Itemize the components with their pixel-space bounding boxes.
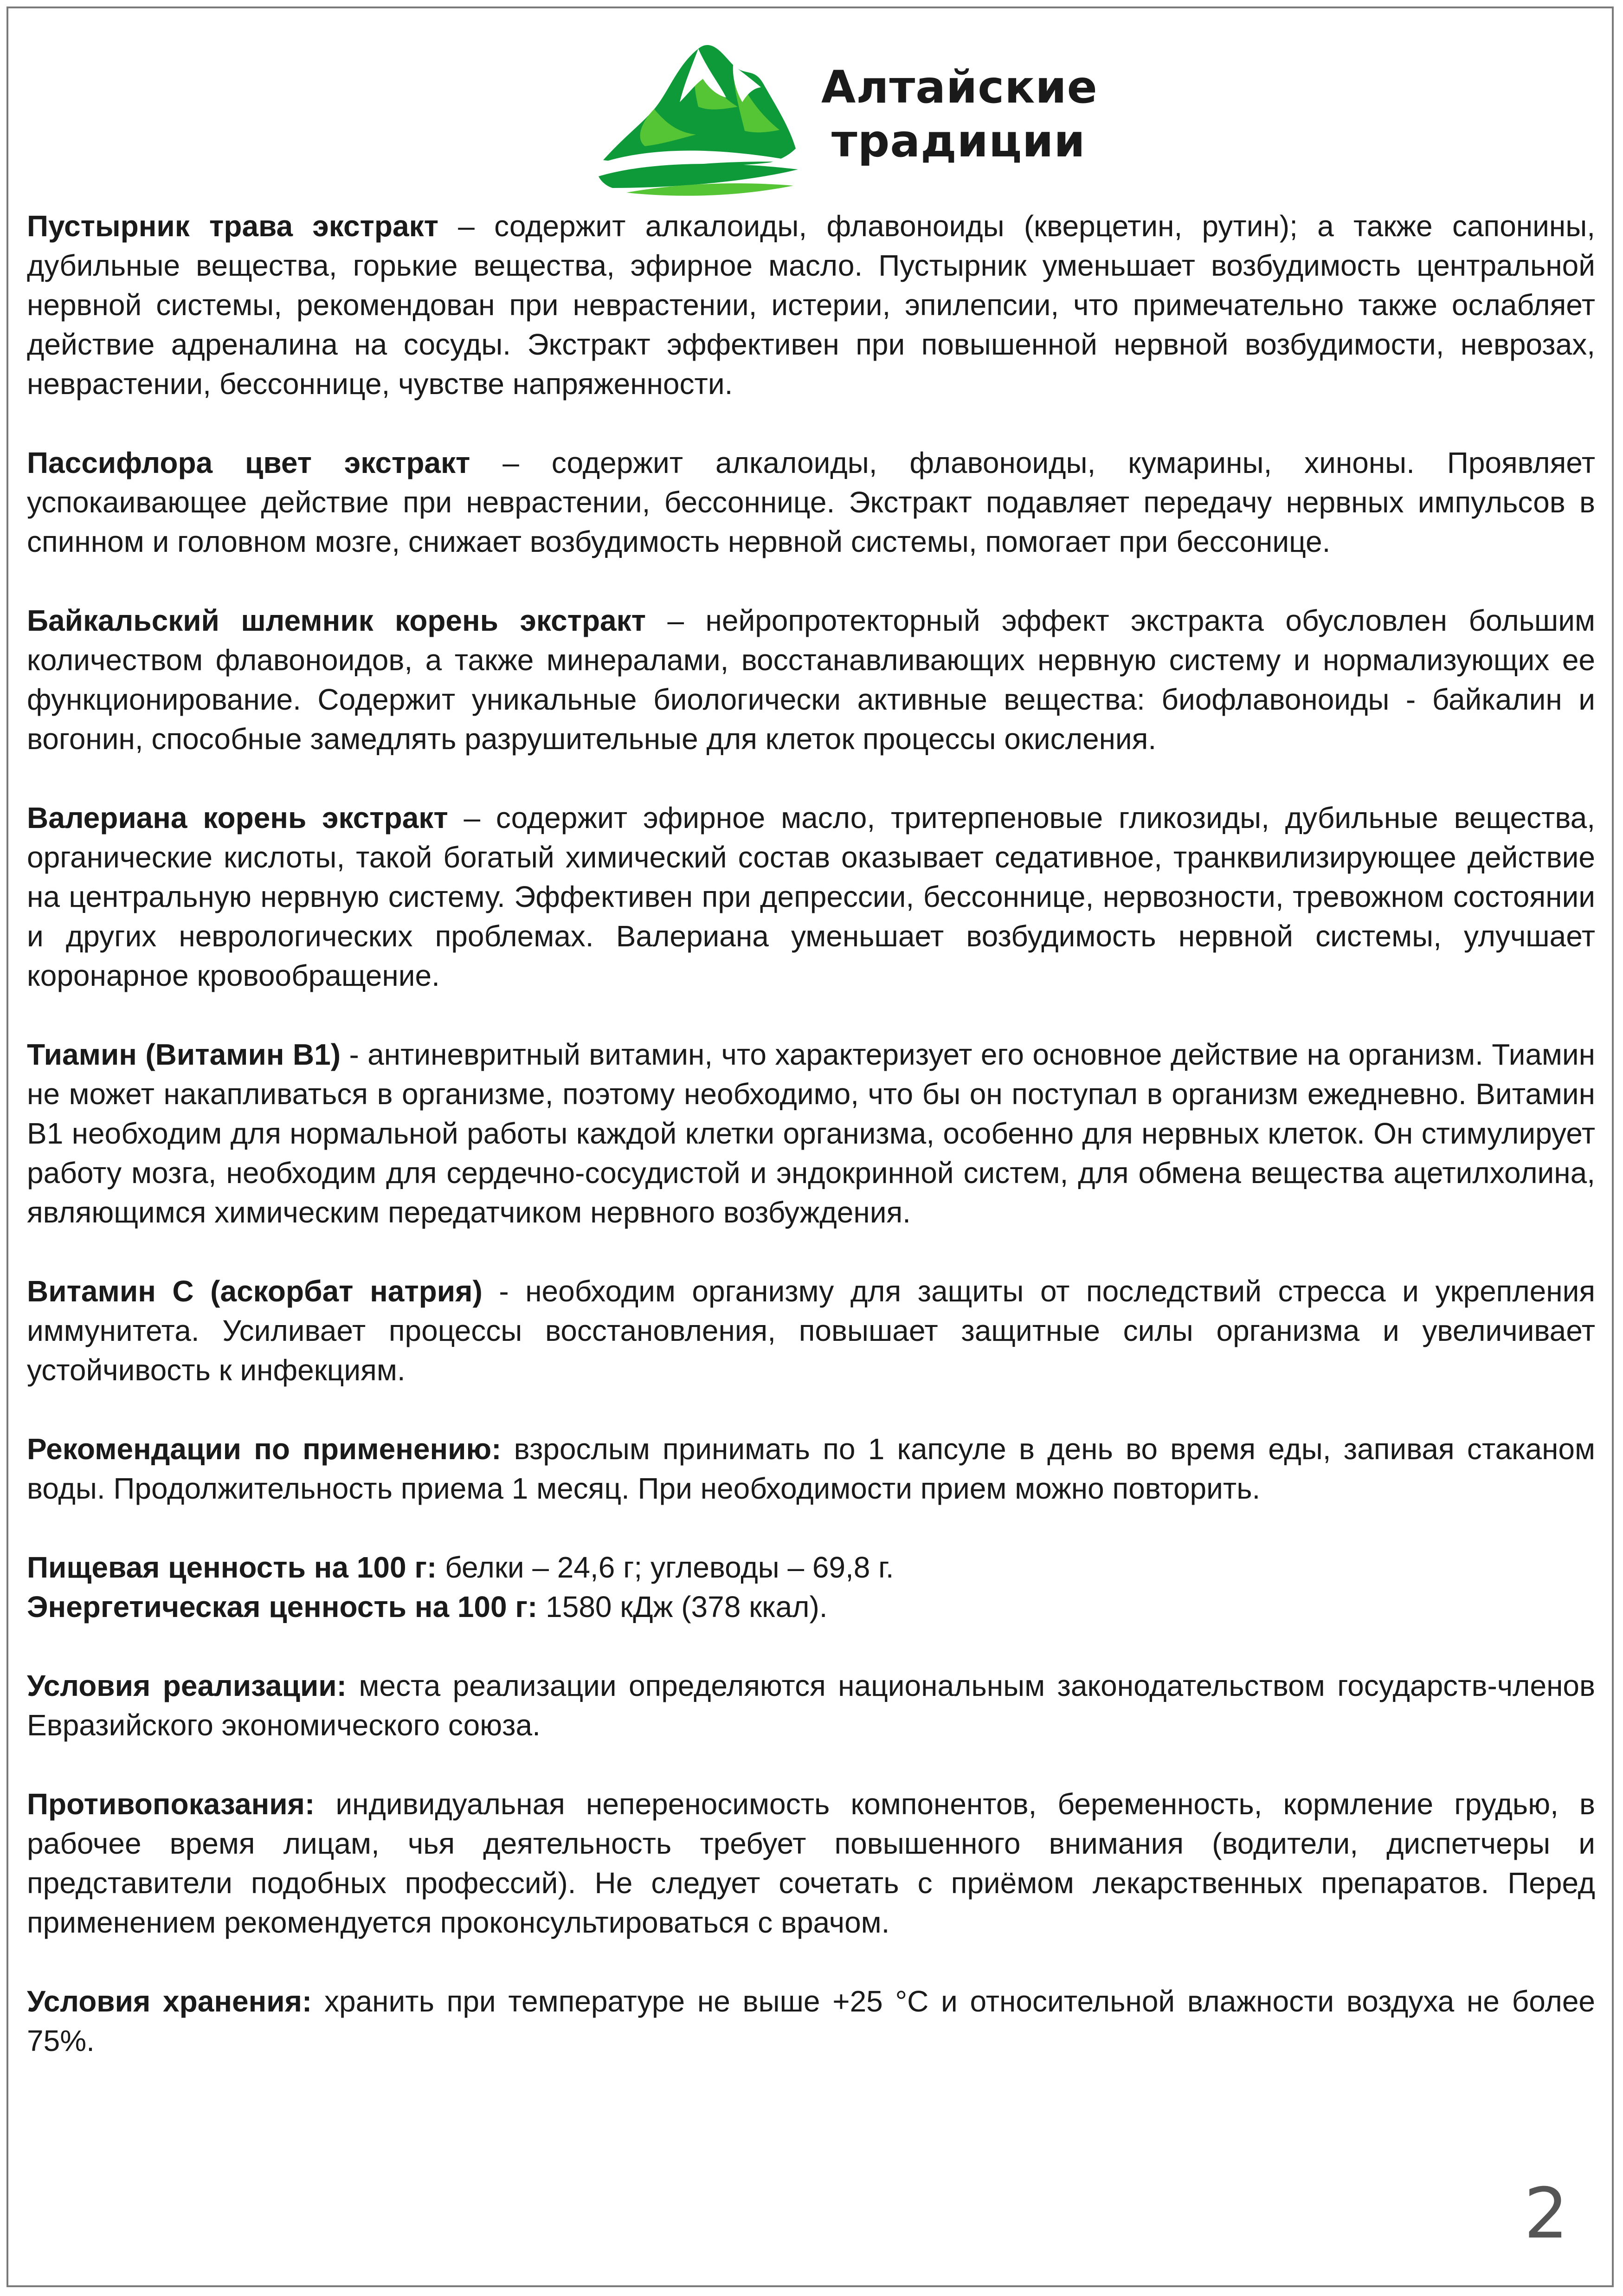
paragraph-heading: Энергетическая ценность на 100 г: — [27, 1590, 538, 1623]
paragraph-text: – содержит алкалоиды, флавоноиды (кверцетин, рутин); а также сапонины, дубильные вещества, горькие вещества, эфирное масло. Пустырник уменьшает возбудимость центральной нервной системы, рекомендован при неврастении, истерии, эпилепсии, что примечательно также ослабляет действие адреналина на сосуды. Экстракт эффективен при повышенной нервной возбудимости, неврозах, неврастении, бессоннице, чувстве напряженности. — [27, 209, 1596, 401]
mountain-logo-icon — [585, 28, 807, 200]
paragraph-thiamine — [27, 1035, 1595, 1232]
paragraph-heading: Пустырник трава экстракт — [27, 209, 438, 243]
paragraph-text: хранить при температуре не выше +25 °С и относительной влажности воздуха не более 75%. — [27, 1985, 1596, 2057]
paragraph-text: 1580 кДж (378 ккал). — [537, 1590, 828, 1623]
brand-name-line2: традиции — [831, 115, 1086, 167]
paragraph-usage — [27, 1429, 1595, 1508]
paragraph-energy — [27, 1587, 1595, 1627]
paragraph-text: места реализации определяются национальным законодательством государств-членов Евразийского экономического союза. — [27, 1669, 1596, 1742]
paragraph-heading: Пищевая ценность на 100 г: — [27, 1551, 437, 1584]
paragraph-motherwort — [27, 207, 1595, 404]
paragraph-heading: Условия хранения: — [27, 1985, 312, 2018]
paragraph-passiflora — [27, 443, 1595, 562]
paragraph-heading: Валериана корень экстракт — [27, 801, 448, 834]
paragraph-text: взрослым принимать по 1 капсуле в день во время еды, запивая стаканом воды. Продолжительность приема 1 месяц. При необходимости прием можно повторить. — [27, 1432, 1596, 1505]
paragraph-heading: Байкальский шлемник корень экстракт — [27, 604, 646, 637]
paragraph-text: – содержит алкалоиды, флавоноиды, кумарины, хиноны. Проявляет успокаивающее действие при неврастении, бессоннице. Экстракт подавляет передачу нервных импульсов в спинном и головном мозге, снижает возбудимость нервной системы, помогает при бессонице. — [27, 446, 1596, 558]
paragraph-heading: Рекомендации по применению: — [27, 1432, 502, 1466]
paragraph-text: - необходим организму для защиты от последствий стресса и укрепления иммунитета. Усиливает процессы восстановления, повышает защитные силы организма и увеличивает устойчивость к инфекциям. — [27, 1274, 1596, 1387]
paragraph-skullcap — [27, 601, 1595, 759]
paragraph-text: белки – 24,6 г; углеводы – 69,8 г. — [437, 1551, 894, 1584]
brand-name-line1: Алтайские — [821, 61, 1098, 113]
paragraph-heading: Тиамин (Витамин В1) — [27, 1038, 341, 1071]
paragraph-heading: Противопоказания: — [27, 1787, 315, 1821]
paragraph-vitamin-c — [27, 1272, 1595, 1390]
paragraph-text: - антиневритный витамин, что характеризует его основное действие на организм. Тиамин не может накапливаться в организме, поэтому необходимо, что бы он поступал в организм ежедневно. Витамин В1 необходим для нормальной работы каждой клетки организма, особенно для нервных клеток. Он стимулирует работу мозга, необходим для сердечно-сосудистой и эндокринной систем, для обмена вещества ацетилхолина, являющимся химическим передатчиком нервного возбуждения. — [27, 1038, 1596, 1229]
paragraph-text: – нейропротекторный эффект экстракта обусловлен большим количеством флавоноидов, а также минералами, восстанавливающих нервную систему и нормализующих ее функционирование. Содержит уникальные биологически активные вещества: биофлавоноиды - байкалин и вогонин, способные замедлять разрушительные для клеток процессы окисления. — [27, 604, 1596, 756]
paragraph-nutrition — [27, 1548, 1595, 1587]
paragraph-storage — [27, 1982, 1595, 2061]
paragraph-text: индивидуальная непереносимость компонентов, беременность, кормление грудью, в рабочее время лицам, чья деятельность требует повышенного внимания (водители, диспетчеры и представители подобных профессий). Не следует сочетать с приёмом лекарственных препаратов. Перед применением рекомендуется проконсультироваться с врачом. — [27, 1787, 1595, 1939]
page-number: 2 — [1524, 2173, 1568, 2254]
paragraph-valerian — [27, 798, 1595, 996]
paragraph-heading: Витамин С (аскорбат натрия) — [27, 1274, 483, 1308]
paragraph-heading: Условия реализации: — [27, 1669, 347, 1702]
brand-header — [585, 28, 1098, 204]
product-description — [27, 207, 1595, 2061]
paragraph-sales-conditions — [27, 1666, 1595, 1745]
brand-name — [821, 60, 1098, 168]
paragraph-contraindications — [27, 1785, 1595, 1942]
paragraph-heading: Пассифлора цвет экстракт — [27, 446, 470, 479]
paragraph-text: – содержит эфирное масло, тритерпеновые гликозиды, дубильные вещества, органические кислоты, такой богатый химический состав оказывает седативное, транквилизирующее действие на центральную нервную систему. Эффективен при депрессии, бессоннице, нервозности, тревожном состоянии и других неврологических проблемах. Валериана уменьшает возбудимость нервной системы, улучшает коронарное кровообращение. — [27, 801, 1596, 992]
